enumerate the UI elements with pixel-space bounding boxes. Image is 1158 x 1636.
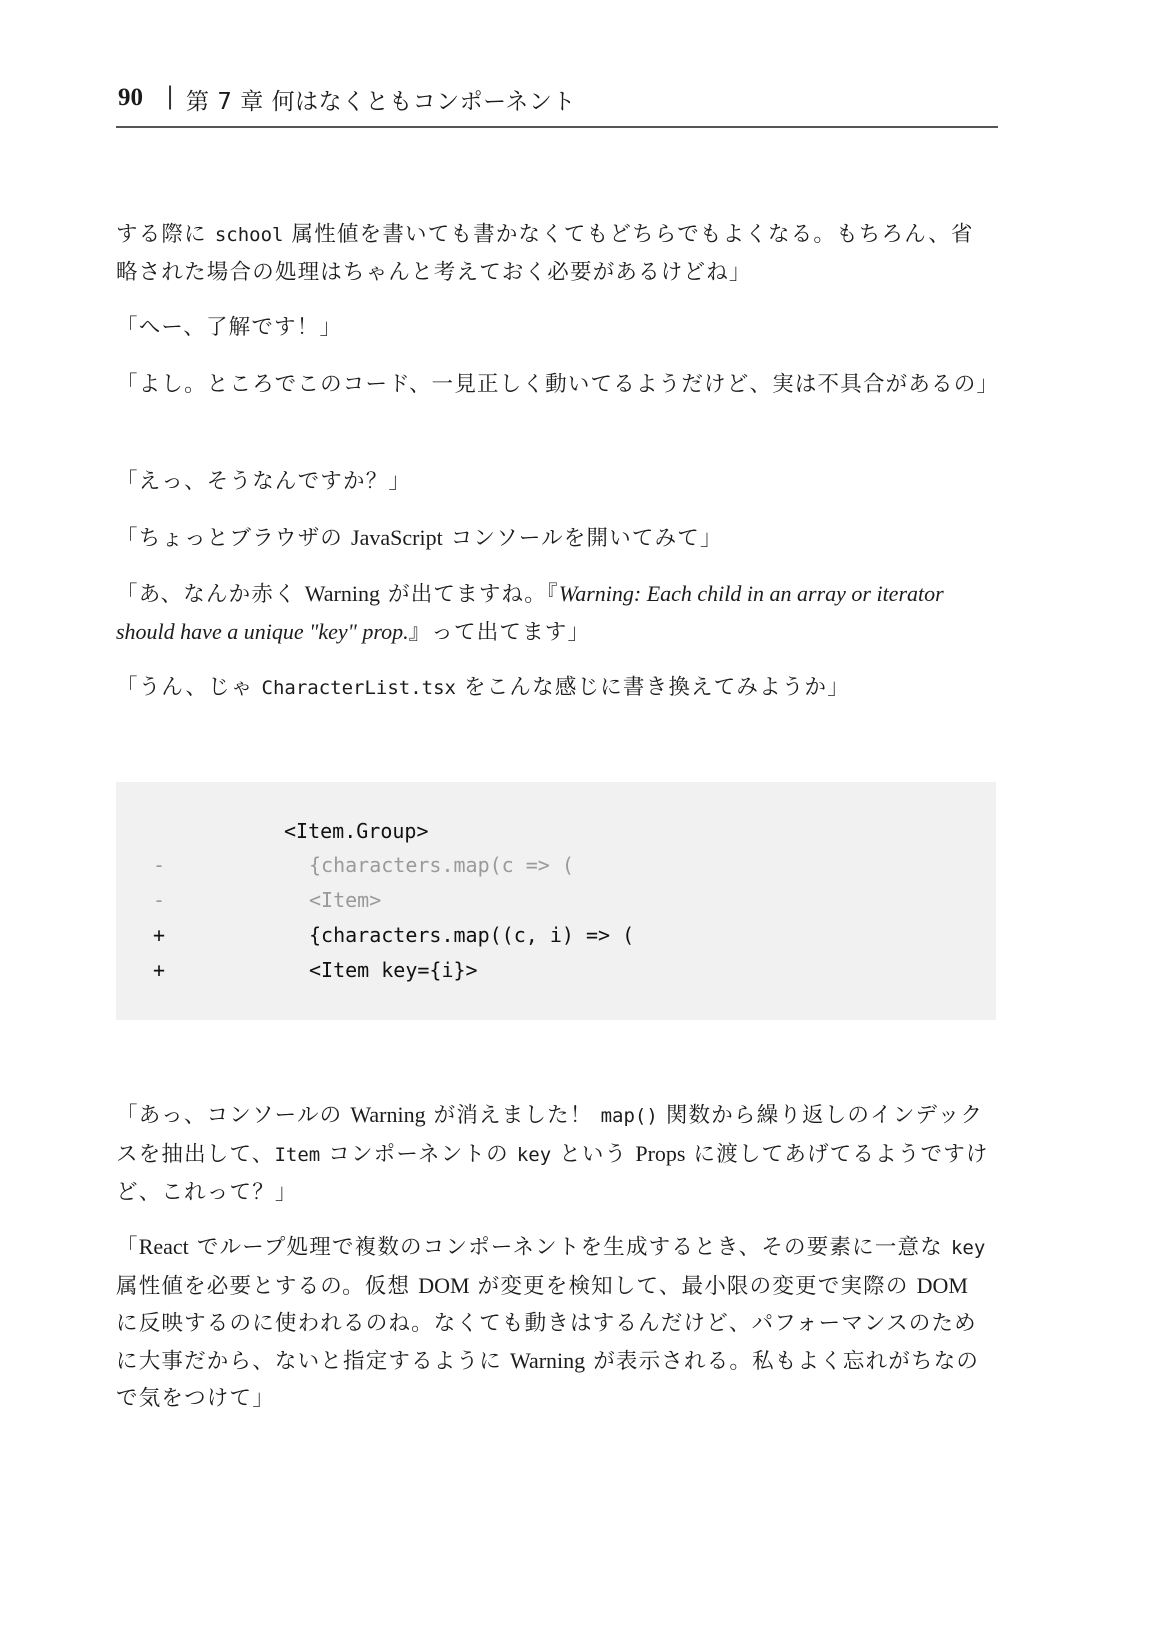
inline-mono-text: map() — [600, 1105, 658, 1127]
code-line-removed — [116, 848, 996, 883]
inline-latin-text: Warning — [509, 1348, 586, 1373]
inline-mono-text: key — [950, 1237, 986, 1259]
paragraph — [116, 366, 1000, 403]
inline-mono-text: key — [516, 1144, 552, 1166]
diff-marker-plus: + — [152, 958, 166, 982]
paragraph-text: 「あ、なんか赤く — [116, 582, 305, 607]
paragraph-text: をこんな感じに書き換えてみようか」 — [456, 675, 850, 700]
paragraph-text: 「ちょっとブラウザの — [116, 526, 352, 551]
inline-latin-text: React — [138, 1234, 189, 1259]
paragraph-text: する際に — [116, 222, 215, 247]
paragraph — [116, 309, 996, 346]
diff-marker-minus: - — [152, 853, 166, 877]
paragraph-text: に渡してあげてるようですけど、これって？」 — [116, 1142, 989, 1205]
paragraph — [116, 463, 996, 500]
inline-mono-text: Item — [274, 1144, 321, 1166]
inline-latin-text: DOM — [916, 1273, 968, 1298]
chapter-title: 第 7 章 何はなくともコンポーネント — [186, 89, 576, 115]
paragraph-text: でループ処理で複数のコンポーネントを生成するとき、その要素に一意な — [188, 1235, 951, 1260]
inline-mono-text: CharacterList.tsx — [261, 677, 456, 699]
diff-marker-minus: - — [152, 888, 166, 912]
paragraph-text: に反映するのに使われるのね。なくても動きはするんだけど、パフォーマンスのために大事だから、ないと指定するように — [116, 1311, 977, 1374]
paragraph — [116, 575, 996, 651]
paragraph — [116, 216, 996, 291]
paragraph-text: 属性値を必要とするの。仮想 — [116, 1274, 419, 1299]
inline-latin-text: Warning — [304, 581, 380, 606]
paragraph — [116, 669, 996, 707]
paragraph-text: が表示される。私もよく忘れがちなので気をつけて」 — [116, 1349, 980, 1411]
inline-ital-text: Warning: Each child in an array or iterator should have a unique "key" prop. — [116, 581, 944, 644]
paragraph-text: 属性値を書いても書かなくてもどちらでもよくなる。もちろん、省略された場合の処理はちゃんと考えておく必要があるけどね」 — [116, 222, 974, 285]
paragraph-text: 』って出てます」 — [408, 620, 591, 645]
code-line-removed — [116, 883, 996, 918]
inline-latin-text: JavaScript — [351, 525, 443, 550]
code-diff-block — [116, 782, 996, 1020]
diff-marker-plus: + — [152, 923, 166, 947]
paragraph-text: 「 — [116, 1235, 139, 1260]
paragraph-text: が出てますね。『 — [380, 582, 559, 607]
code-text: {characters.map((c, i) => ( — [309, 923, 635, 947]
paragraph-text: コンソールを開いてみて」 — [442, 526, 723, 551]
code-line-added — [116, 918, 996, 953]
paragraph — [116, 519, 996, 557]
header-separator: | — [166, 82, 175, 110]
paragraph-text: 「よし。ところでこのコード、一見正しく動いてるようだけど、実は不具合があるの」 — [116, 372, 1000, 397]
paragraph-text: 関数から繰り返しのインデックスを抽出して、 — [116, 1103, 984, 1167]
page-number: 90 — [118, 84, 143, 111]
paragraph-text: という — [551, 1142, 636, 1167]
paragraph-text: コンポーネントの — [320, 1142, 517, 1167]
code-text: <Item> — [309, 888, 382, 912]
paragraph-text: 「えっ、そうなんですか？」 — [116, 469, 412, 494]
paragraph-text: が消えました！ — [425, 1103, 601, 1128]
code-line-added — [116, 953, 996, 988]
code-text: <Item.Group> — [284, 819, 429, 843]
paragraph — [116, 1096, 996, 1211]
inline-mono-text: school — [214, 224, 284, 246]
paragraph-text: 「あっ、コンソールの — [116, 1103, 351, 1128]
page-header — [116, 78, 998, 128]
paragraph-text: 「うん、じゃ — [116, 675, 262, 700]
code-text: {characters.map(c => ( — [309, 853, 574, 877]
code-text: <Item key={i}> — [309, 958, 478, 982]
inline-latin-text: Props — [635, 1141, 686, 1166]
code-line — [116, 814, 996, 849]
inline-latin-text: DOM — [418, 1273, 470, 1298]
paragraph — [116, 1228, 996, 1417]
paragraph-text: が変更を検知して、最小限の変更で実際の — [469, 1274, 917, 1299]
paragraph-text: 「へー、了解です！」 — [116, 315, 343, 340]
inline-latin-text: Warning — [350, 1102, 426, 1127]
